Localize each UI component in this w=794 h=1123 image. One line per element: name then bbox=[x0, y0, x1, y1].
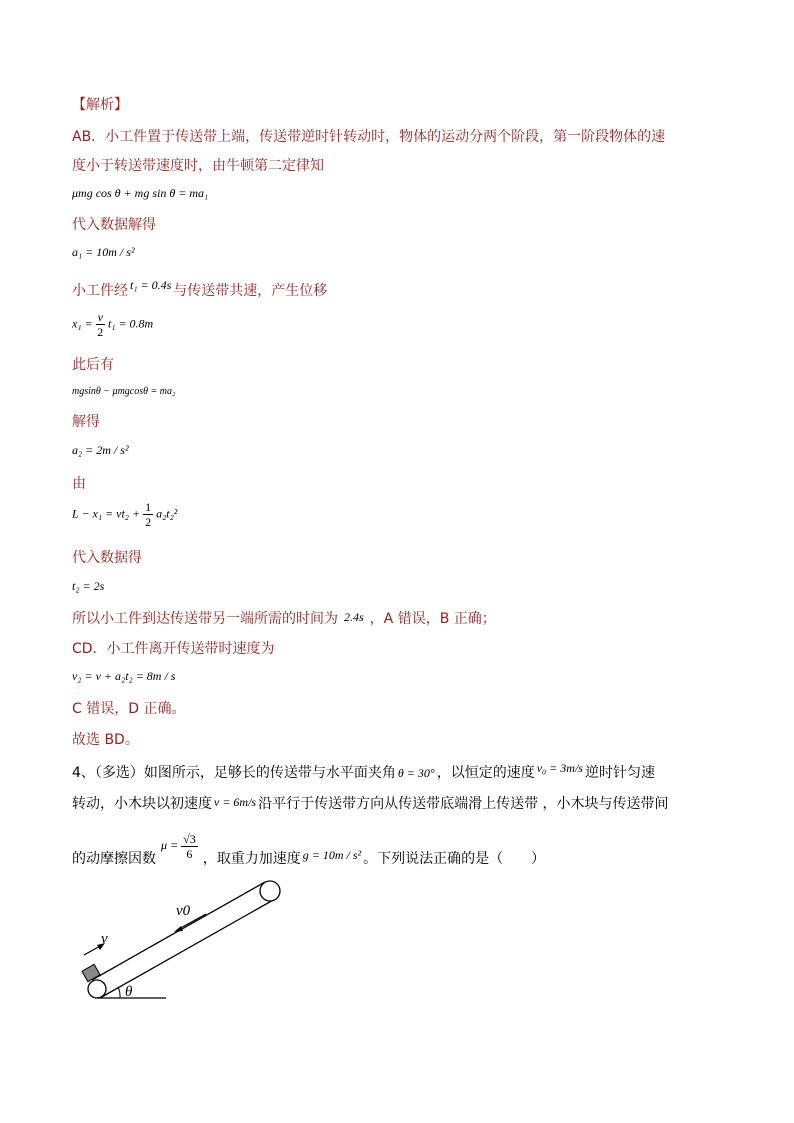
analysis-cd-line: CD．小工件离开传送带时速度为 bbox=[72, 641, 275, 657]
equation-displacement bbox=[72, 500, 177, 529]
mu-denominator: 6 bbox=[186, 847, 193, 861]
analysis-answer: 故选 BD。 bbox=[72, 732, 139, 748]
question-line1-b: ，以恒定的速度 bbox=[436, 765, 535, 781]
question-v0: v₀ = 3m/s bbox=[536, 761, 583, 775]
question-line3-b: ，取重力加速度 bbox=[202, 851, 301, 868]
mu-numerator: √3 bbox=[183, 832, 196, 846]
question-mu bbox=[158, 832, 201, 861]
eq3-fraction bbox=[96, 310, 105, 339]
t1-text-a: 小工件经 bbox=[72, 283, 128, 299]
v0-label: v0 bbox=[176, 903, 191, 919]
eq6-fraction bbox=[143, 500, 153, 529]
analysis-substitute: 代入数据解得 bbox=[72, 217, 156, 233]
analysis-conclusion bbox=[72, 608, 496, 628]
top-roller bbox=[260, 881, 280, 901]
eq3-lhs: x₁ = bbox=[72, 316, 93, 331]
equation-second-stage: mgsinθ − μmgcosθ = ma₂ bbox=[72, 386, 176, 397]
mu-lhs: μ = bbox=[161, 838, 179, 853]
question-line2-b: 沿平行于传送带方向从传送带底端滑上传送带 ，小木块与传送带间 bbox=[258, 796, 669, 812]
eq6-denominator: 2 bbox=[145, 515, 152, 529]
equation-v2: v₂ = v + a₂t₂ = 8m / s bbox=[72, 669, 176, 683]
analysis-from: 由 bbox=[72, 476, 86, 492]
conclusion-value: 2.4s bbox=[344, 610, 364, 624]
question-line2 bbox=[72, 793, 669, 813]
v-label: v bbox=[101, 931, 108, 947]
eq3-numerator: v bbox=[97, 310, 103, 324]
eq6-lhs: L − x₁ = vt₂ + bbox=[72, 506, 141, 521]
bottom-roller bbox=[88, 980, 106, 998]
eq6-rhs: a₂t₂² bbox=[156, 506, 178, 521]
analysis-substitute-2: 代入数据得 bbox=[72, 550, 142, 566]
wooden-block bbox=[82, 964, 100, 981]
analysis-t1-line bbox=[72, 280, 327, 300]
analysis-ab-line2: 度小于转送带速度时，由牛顿第二定律知 bbox=[72, 158, 324, 174]
conveyor-belt-diagram bbox=[80, 875, 300, 1005]
eq3-denominator: 2 bbox=[97, 325, 104, 339]
question-line3 bbox=[72, 828, 546, 868]
analysis-ab-line1: AB．小工件置于传送带上端，传送带逆时针转动时，物体的运动分两个阶段，第一阶段物体的速 bbox=[72, 129, 666, 145]
equation-t2: t₂ = 2s bbox=[72, 579, 105, 593]
analysis-solve: 解得 bbox=[72, 414, 100, 430]
eq6-numerator: 1 bbox=[145, 500, 152, 514]
question-line1 bbox=[72, 762, 655, 782]
question-theta: θ = 30° bbox=[397, 766, 435, 780]
theta-label: θ bbox=[125, 984, 133, 1000]
conclusion-text-a: 所以小工件到达传送带另一端所需的时间为 bbox=[72, 611, 338, 627]
mu-fraction bbox=[181, 832, 198, 861]
equation-a1: a₁ = 10m / s² bbox=[72, 245, 135, 259]
question-line1-a: 4、（多选）如图所示，足够长的传送带与水平面夹角 bbox=[72, 765, 396, 781]
analysis-cd-result: C 错误，D 正确。 bbox=[72, 701, 186, 717]
equation-x1 bbox=[72, 310, 153, 339]
analysis-heading: 【解析】 bbox=[72, 97, 128, 113]
question-line1-c: 逆时针匀速 bbox=[584, 765, 655, 781]
equation-a2: a₂ = 2m / s² bbox=[72, 443, 129, 457]
question-line2-a: 转动，小木块以初速度 bbox=[72, 796, 212, 812]
angle-arc bbox=[118, 987, 120, 998]
question-line3-c: 。下列说法正确的是（ ） bbox=[363, 851, 546, 868]
t1-value: t₁ = 0.4s bbox=[130, 278, 172, 292]
question-line3-a: 的动摩擦因数 bbox=[72, 851, 156, 868]
analysis-after: 此后有 bbox=[72, 357, 114, 373]
equation-newton-first-stage: μmg cos θ + mg sin θ = ma₁ bbox=[72, 186, 209, 200]
eq3-rhs: t₁ = 0.8m bbox=[107, 316, 154, 331]
question-v: v = 6m/s bbox=[214, 795, 257, 809]
t1-text-b: 与传送带共速，产生位移 bbox=[173, 283, 328, 299]
conclusion-text-b: ，A 错误，B 正确； bbox=[369, 611, 496, 627]
question-g: g = 10m / s² bbox=[302, 848, 362, 863]
